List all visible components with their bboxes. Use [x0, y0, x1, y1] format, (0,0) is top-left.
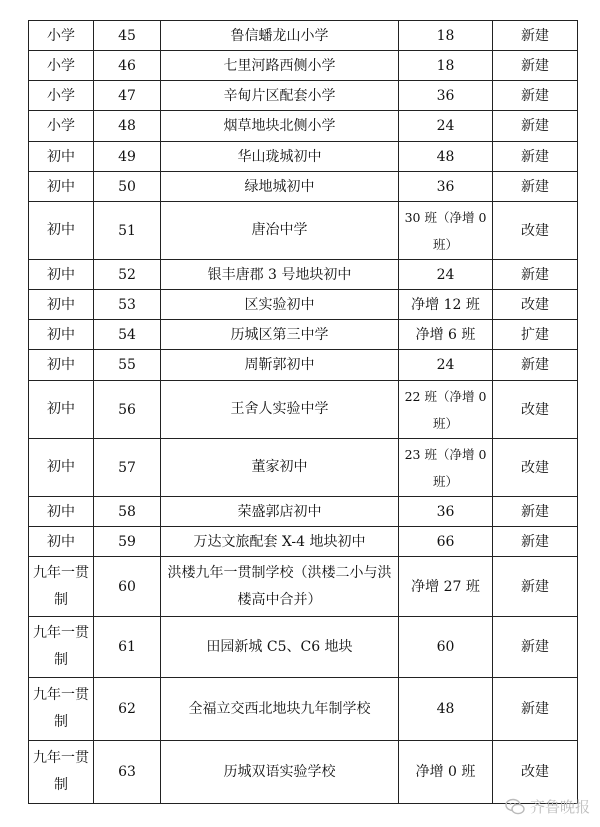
school-name-cell: 鲁信蟠龙山小学: [161, 21, 399, 51]
build-status-cell: 改建: [493, 741, 578, 804]
build-status-cell: 新建: [493, 51, 578, 81]
school-type-cell: 初中: [29, 320, 94, 350]
wechat-icon: [505, 798, 525, 816]
school-type-cell: 九年一贯制: [29, 678, 94, 741]
build-status-cell: 新建: [493, 350, 578, 381]
class-count-cell: 18: [399, 51, 493, 81]
build-status-cell: 改建: [493, 290, 578, 320]
table-row: [29, 617, 578, 678]
school-name-cell: 区实验初中: [161, 290, 399, 320]
build-status-cell: 改建: [493, 202, 578, 260]
build-status-cell: 新建: [493, 678, 578, 741]
school-name-cell: 全福立交西北地块九年制学校: [161, 678, 399, 741]
class-count-cell: 23 班（净增 0 班）: [399, 439, 493, 497]
school-type-cell: 初中: [29, 350, 94, 381]
school-type-cell: 九年一贯制: [29, 557, 94, 617]
school-name-cell: 荣盛郭店初中: [161, 497, 399, 527]
build-status-cell: 新建: [493, 111, 578, 142]
build-status-cell: 新建: [493, 527, 578, 557]
class-count-cell: 30 班（净增 0 班）: [399, 202, 493, 260]
table-row: [29, 527, 578, 557]
row-number-cell: 49: [94, 142, 161, 172]
build-status-cell: 新建: [493, 497, 578, 527]
school-type-cell: 初中: [29, 527, 94, 557]
table-row: [29, 557, 578, 617]
row-number-cell: 48: [94, 111, 161, 142]
school-name-cell: 银丰唐郡 3 号地块初中: [161, 260, 399, 290]
class-count-cell: 净增 6 班: [399, 320, 493, 350]
row-number-cell: 50: [94, 172, 161, 202]
class-count-cell: 36: [399, 172, 493, 202]
class-count-cell: 24: [399, 350, 493, 381]
class-count-cell: 净增 0 班: [399, 741, 493, 804]
school-type-cell: 初中: [29, 290, 94, 320]
table-row: [29, 439, 578, 497]
class-count-cell: 48: [399, 678, 493, 741]
table-row: [29, 21, 578, 51]
school-type-cell: 初中: [29, 172, 94, 202]
school-type-cell: 小学: [29, 81, 94, 111]
build-status-cell: 新建: [493, 81, 578, 111]
build-status-cell: 新建: [493, 617, 578, 678]
build-status-cell: 新建: [493, 172, 578, 202]
row-number-cell: 45: [94, 21, 161, 51]
watermark: [505, 796, 590, 817]
school-type-cell: 初中: [29, 497, 94, 527]
school-type-cell: 初中: [29, 260, 94, 290]
table-row: [29, 260, 578, 290]
row-number-cell: 58: [94, 497, 161, 527]
row-number-cell: 46: [94, 51, 161, 81]
school-type-cell: 初中: [29, 202, 94, 260]
build-status-cell: 改建: [493, 381, 578, 439]
table-row: [29, 741, 578, 804]
school-name-cell: 绿地城初中: [161, 172, 399, 202]
school-type-cell: 九年一贯制: [29, 741, 94, 804]
school-name-cell: 王舍人实验中学: [161, 381, 399, 439]
school-type-cell: 初中: [29, 381, 94, 439]
school-name-cell: 唐冶中学: [161, 202, 399, 260]
school-name-cell: 田园新城 C5、C6 地块: [161, 617, 399, 678]
school-name-cell: 七里河路西侧小学: [161, 51, 399, 81]
table-row: [29, 678, 578, 741]
row-number-cell: 61: [94, 617, 161, 678]
school-name-cell: 董家初中: [161, 439, 399, 497]
row-number-cell: 52: [94, 260, 161, 290]
school-name-cell: 华山珑城初中: [161, 142, 399, 172]
row-number-cell: 60: [94, 557, 161, 617]
school-type-cell: 九年一贯制: [29, 617, 94, 678]
table-row: [29, 172, 578, 202]
build-status-cell: 新建: [493, 21, 578, 51]
row-number-cell: 54: [94, 320, 161, 350]
school-type-cell: 初中: [29, 439, 94, 497]
row-number-cell: 62: [94, 678, 161, 741]
table-row: [29, 350, 578, 381]
schools-table: [28, 20, 578, 804]
table-row: [29, 497, 578, 527]
build-status-cell: 改建: [493, 439, 578, 497]
table-row: [29, 290, 578, 320]
school-type-cell: 初中: [29, 142, 94, 172]
school-name-cell: 洪楼九年一贯制学校（洪楼二小与洪楼高中合并）: [161, 557, 399, 617]
school-name-cell: 烟草地块北侧小学: [161, 111, 399, 142]
school-name-cell: 历城区第三中学: [161, 320, 399, 350]
class-count-cell: 18: [399, 21, 493, 51]
build-status-cell: 新建: [493, 142, 578, 172]
school-name-cell: 历城双语实验学校: [161, 741, 399, 804]
school-name-cell: 万达文旅配套 X-4 地块初中: [161, 527, 399, 557]
class-count-cell: 60: [399, 617, 493, 678]
school-type-cell: 小学: [29, 111, 94, 142]
school-type-cell: 小学: [29, 51, 94, 81]
table-row: [29, 381, 578, 439]
row-number-cell: 51: [94, 202, 161, 260]
build-status-cell: 新建: [493, 557, 578, 617]
row-number-cell: 53: [94, 290, 161, 320]
class-count-cell: 24: [399, 260, 493, 290]
class-count-cell: 22 班（净增 0 班）: [399, 381, 493, 439]
class-count-cell: 48: [399, 142, 493, 172]
row-number-cell: 56: [94, 381, 161, 439]
build-status-cell: 新建: [493, 260, 578, 290]
build-status-cell: 扩建: [493, 320, 578, 350]
table-row: [29, 202, 578, 260]
watermark-text: 齐鲁晚报: [529, 798, 590, 816]
table-row: [29, 320, 578, 350]
school-type-cell: 小学: [29, 21, 94, 51]
class-count-cell: 净增 12 班: [399, 290, 493, 320]
row-number-cell: 47: [94, 81, 161, 111]
table-row: [29, 51, 578, 81]
school-name-cell: 周靳郭初中: [161, 350, 399, 381]
row-number-cell: 59: [94, 527, 161, 557]
table-row: [29, 81, 578, 111]
table-row: [29, 111, 578, 142]
row-number-cell: 57: [94, 439, 161, 497]
class-count-cell: 66: [399, 527, 493, 557]
class-count-cell: 净增 27 班: [399, 557, 493, 617]
class-count-cell: 36: [399, 497, 493, 527]
row-number-cell: 55: [94, 350, 161, 381]
class-count-cell: 24: [399, 111, 493, 142]
table-row: [29, 142, 578, 172]
school-name-cell: 辛甸片区配套小学: [161, 81, 399, 111]
class-count-cell: 36: [399, 81, 493, 111]
row-number-cell: 63: [94, 741, 161, 804]
